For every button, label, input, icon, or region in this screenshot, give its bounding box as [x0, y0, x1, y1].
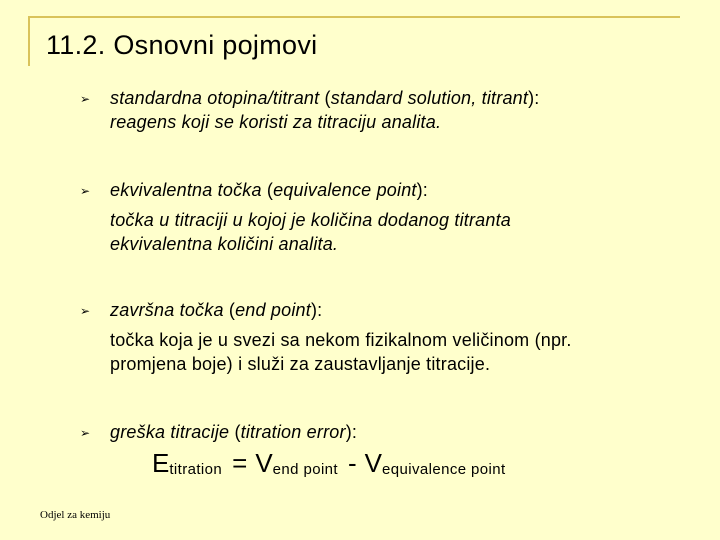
slide-title: 11.2. Osnovni pojmovi	[46, 30, 318, 60]
definition-text: točka koja je u svezi sa nekom fizikalnom veličinom (npr.	[110, 330, 572, 350]
definition-text: reagens koji se koristi za titraciju analita.	[110, 112, 442, 132]
titration-error-formula: Etitration = Vend point - Vequivalence point	[152, 448, 506, 478]
bullet-arrow-icon: ➢	[80, 304, 91, 318]
definition-text: promjena boje) i služi za zaustavljanje titracije.	[110, 354, 491, 374]
frame-top-border	[28, 16, 680, 18]
definition-end-point	[110, 298, 690, 376]
footer-department: Odjel za kemiju	[40, 509, 111, 521]
definition-titration-error	[110, 420, 690, 444]
definition-heading: ekvivalentna točka (equivalence point):	[110, 180, 429, 200]
bullet-arrow-icon: ➢	[80, 184, 91, 198]
definition-standard-solution	[110, 86, 690, 134]
definition-heading: završna točka (end point):	[110, 300, 323, 320]
frame-left-border	[28, 16, 30, 66]
definition-text: ekvivalentna količini analita.	[110, 234, 339, 254]
definition-equivalence-point	[110, 178, 690, 256]
definition-text: točka u titraciji u kojoj je količina dodanog titranta	[110, 210, 512, 230]
bullet-arrow-icon: ➢	[80, 426, 91, 440]
bullet-arrow-icon: ➢	[80, 92, 91, 106]
definition-heading: greška titracije (titration error):	[110, 422, 358, 442]
definition-heading: standardna otopina/titrant (standard solution, titrant):	[110, 88, 540, 108]
